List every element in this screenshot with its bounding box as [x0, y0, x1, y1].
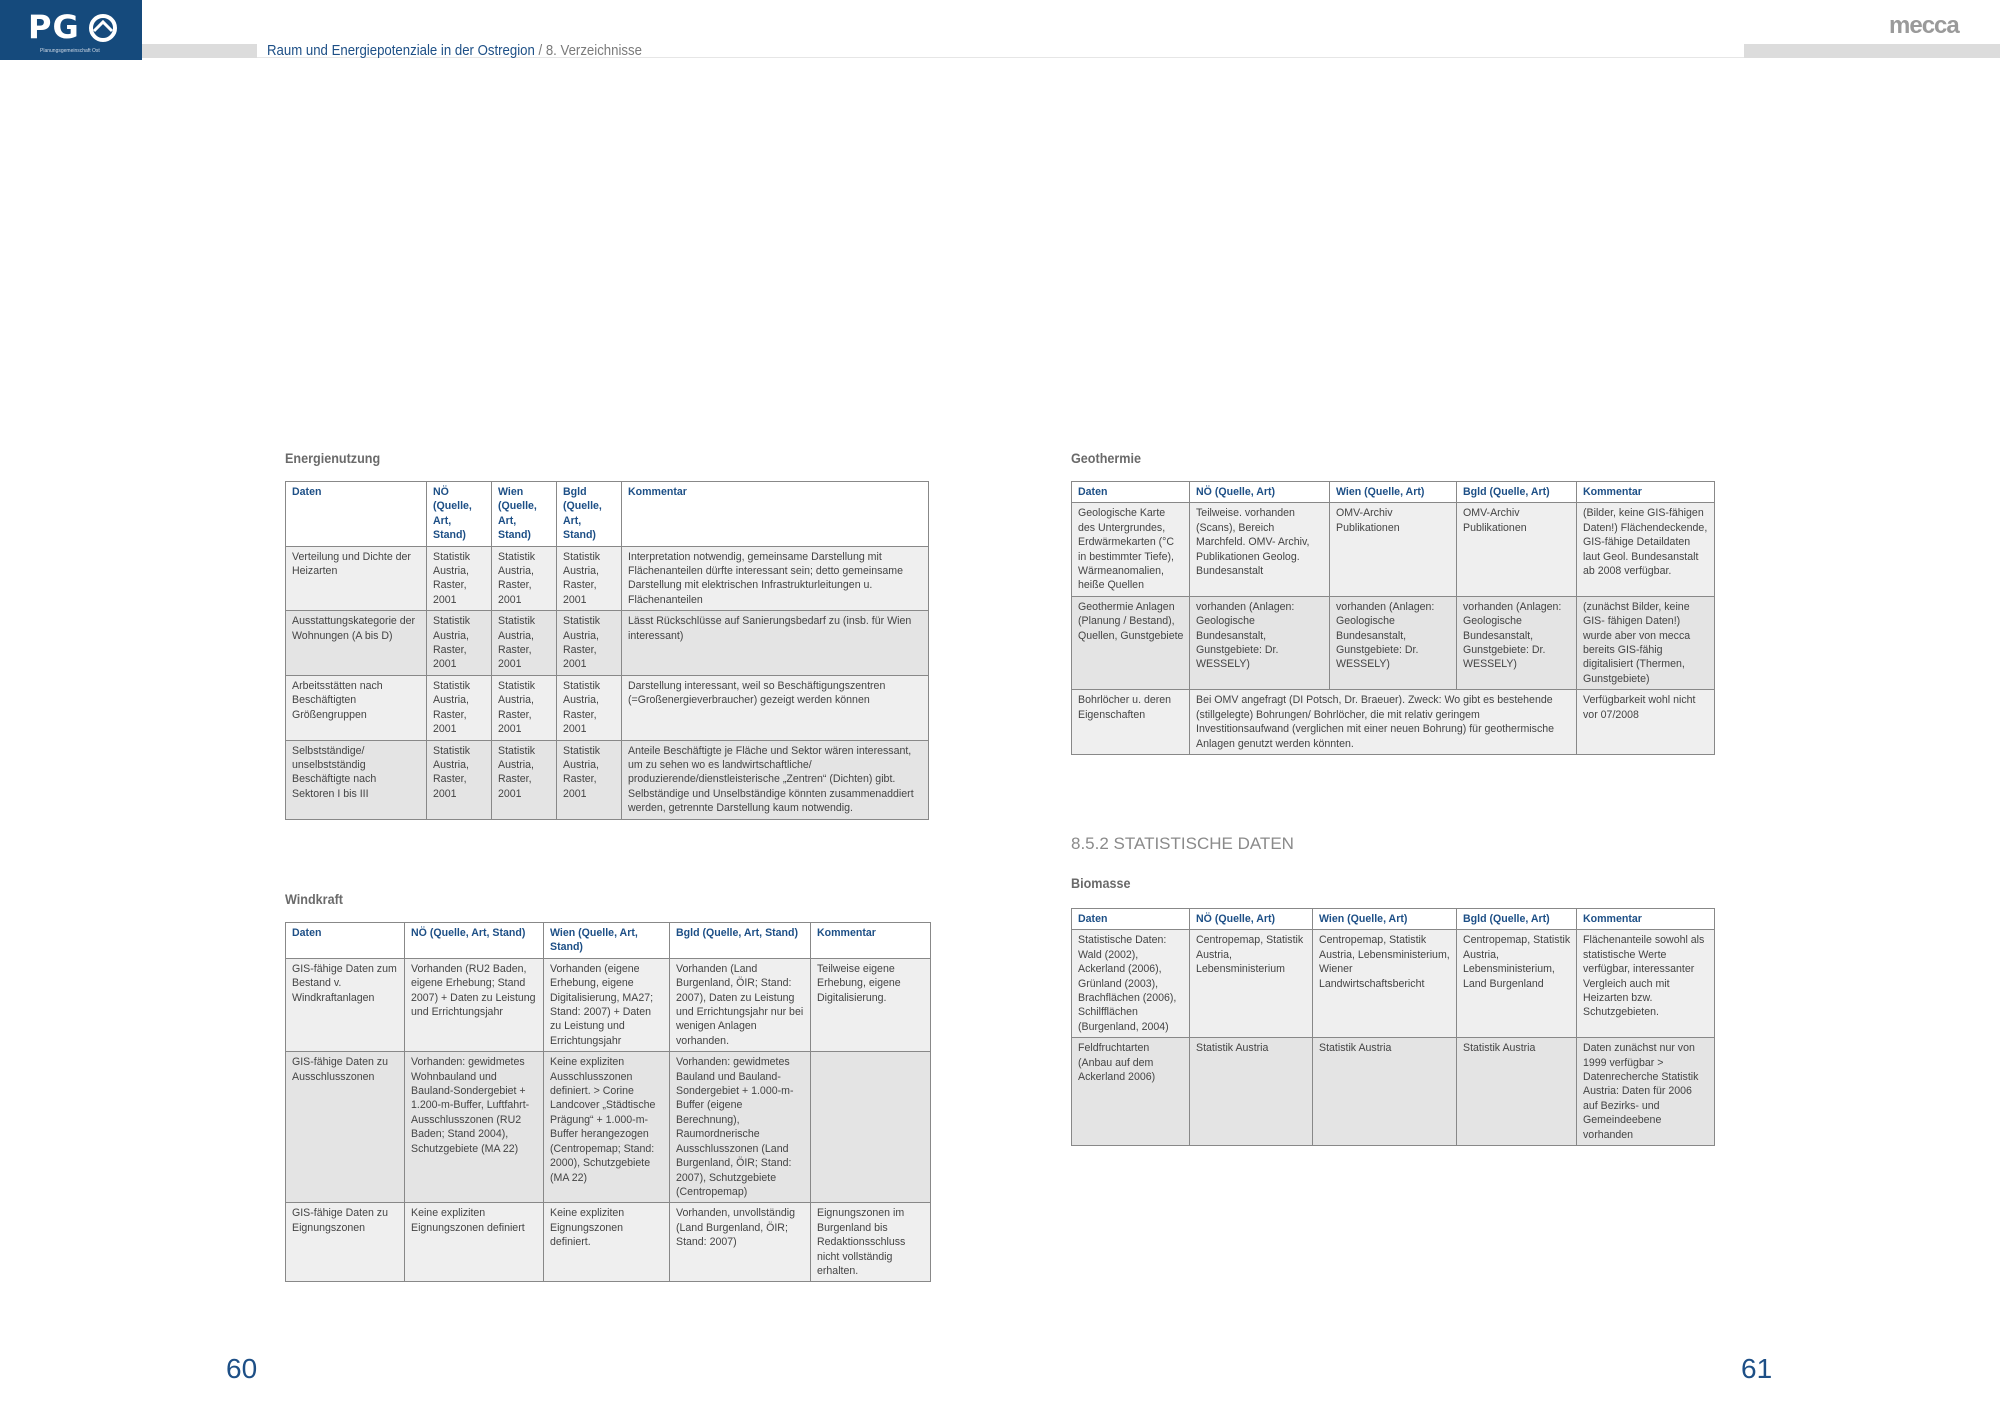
table-row [286, 1052, 931, 1203]
table-cell: Centropemap, Statistik Austria, Lebensministerium, Wiener Landwirtschaftsbericht [1313, 930, 1457, 1038]
column-header: Kommentar [622, 482, 929, 547]
table-header-row [1072, 909, 1715, 930]
page-number-left: 60 [226, 1353, 258, 1384]
page-number-right: 61 [1741, 1353, 1773, 1384]
table-cell: Feldfruchtarten (Anbau auf dem Ackerland 2006) [1072, 1038, 1190, 1146]
table-cell: (zunächst Bilder, keine GIS- fähigen Daten!) wurde aber von mecca bereits GIS-fähig digitalisiert (Thermen, Gunstgebiete) [1577, 596, 1715, 689]
table-cell: Statistik Austria, Raster, 2001 [427, 611, 492, 676]
table-cell: Statistik Austria [1190, 1038, 1313, 1146]
table-cell: Teilweise. vorhanden (Scans), Bereich Marchfeld. OMV- Archiv, Publikationen Geolog. Bundesanstalt [1190, 503, 1330, 596]
table-cell: Statistik Austria, Raster, 2001 [557, 740, 622, 819]
table-cell: Geologische Karte des Untergrundes, Erdwärmekarten (°C in bestimmter Tiefe), Wärmeanomalien, heiße Quellen [1072, 503, 1190, 596]
column-header: Daten [1072, 909, 1190, 930]
table-cell: Statistik Austria [1457, 1038, 1577, 1146]
table-cell: Eignungszonen im Burgenland bis Redaktionsschluss nicht vollständig erhalten. [811, 1203, 931, 1282]
table-cell: Flächenanteile sowohl als statistische Werte verfügbar, interessanter Vergleich auch mit Heizarten bzw. Schutzgebieten. [1577, 930, 1715, 1038]
table-cell: Ausstattungskategorie der Wohnungen (A bis D) [286, 611, 427, 676]
table-row [1072, 596, 1715, 689]
table-cell: Statistik Austria, Raster, 2001 [492, 740, 557, 819]
table-cell: Daten zunächst nur von 1999 verfügbar > Datenrecherche Statistik Austria: Daten für 2006 auf Bezirks- und Gemeindeebene vorhanden [1577, 1038, 1715, 1146]
table-cell: Keine expliziten Eignungszonen definiert [405, 1203, 544, 1282]
geothermie-title: Geothermie [1071, 450, 1142, 466]
table-row [286, 1203, 931, 1282]
column-header: Wien (Quelle, Art, Stand) [492, 482, 557, 547]
table-cell: vorhanden (Anlagen: Geologische Bundesanstalt, Gunstgebiete: Dr. WESSELY) [1190, 596, 1330, 689]
statistische-daten-heading: 8.5.2 STATISTISCHE DATEN [1071, 834, 1294, 853]
table-cell: vorhanden (Anlagen: Geologische Bundesanstalt, Gunstgebiete: Dr. WESSELY) [1457, 596, 1577, 689]
table-row [286, 611, 929, 676]
column-header: Kommentar [1577, 909, 1715, 930]
table-cell: Vorhanden: gewidmetes Bauland und Bauland-Sondergebiet + 1.000-m-Buffer (eigene Berechnung), Raumordnerische Ausschlusszonen (Land Burgenland, ÖIR; Stand: 2007), Schutzgebiete (Centropemap) [670, 1052, 811, 1203]
table-row [1072, 503, 1715, 596]
column-header: Bgld (Quelle, Art) [1457, 482, 1577, 503]
column-header: Daten [286, 482, 427, 547]
table-cell: Verteilung und Dichte der Heizarten [286, 546, 427, 611]
table-cell: Statistik Austria, Raster, 2001 [427, 546, 492, 611]
table-cell: (Bilder, keine GIS-fähigen Daten!) Flächendeckende, GIS-fähige Detaildaten laut Geol. Bundesanstalt ab 2008 verfügbar. [1577, 503, 1715, 596]
table-cell: GIS-fähige Daten zum Bestand v. Windkraftanlagen [286, 958, 405, 1051]
geothermie-table [1071, 481, 1715, 755]
column-header: Kommentar [1577, 482, 1715, 503]
table-cell: Darstellung interessant, weil so Beschäftigungszentren (=Großenergieverbraucher) gezeigt werden können [622, 675, 929, 740]
energienutzung-title: Energienutzung [285, 450, 381, 466]
header-title: Raum und Energiepotenziale in der Ostregion [267, 42, 535, 59]
table-cell: Vorhanden (Land Burgenland, ÖIR; Stand: 2007), Daten zu Leistung und Errichtungsjahr nur bei wenigen Anlagen vorhanden. [670, 958, 811, 1051]
table-cell [811, 1052, 931, 1203]
table-cell: Lässt Rückschlüsse auf Sanierungsbedarf zu (insb. für Wien interessant) [622, 611, 929, 676]
column-header: NÖ (Quelle, Art, Stand) [427, 482, 492, 547]
table-cell: OMV-Archiv Publikationen [1457, 503, 1577, 596]
table-cell: Statistische Daten: Wald (2002), Ackerland (2006), Grünland (2003), Brachflächen (2006), Schilfflächen (Burgenland, 2004) [1072, 930, 1190, 1038]
table-cell: Teilweise eigene Erhebung, eigene Digitalisierung. [811, 958, 931, 1051]
table-cell: OMV-Archiv Publikationen [1330, 503, 1457, 596]
column-header: NÖ (Quelle, Art) [1190, 482, 1330, 503]
table-row [286, 958, 931, 1051]
table-row [1072, 690, 1715, 755]
windkraft-title: Windkraft [285, 891, 343, 907]
table-cell: vorhanden (Anlagen: Geologische Bundesanstalt, Gunstgebiete: Dr. WESSELY) [1330, 596, 1457, 689]
table-header-row [1072, 482, 1715, 503]
header-bar-right [1744, 44, 2000, 58]
column-header: Bgld (Quelle, Art) [1457, 909, 1577, 930]
table-cell: Statistik Austria, Raster, 2001 [427, 675, 492, 740]
column-header: Bgld (Quelle, Art, Stand) [670, 923, 811, 959]
table-cell: GIS-fähige Daten zu Ausschlusszonen [286, 1052, 405, 1203]
windkraft-table [285, 922, 931, 1282]
table-cell: Interpretation notwendig, gemeinsame Darstellung mit Flächenanteilen dürfte interessant sein; detto gemeinsame Darstellung mit elektrischen Infrastrukturleitungen u. Flächenanteilen [622, 546, 929, 611]
column-header: NÖ (Quelle, Art) [1190, 909, 1313, 930]
table-cell: Vorhanden, unvollständig (Land Burgenland, ÖIR; Stand: 2007) [670, 1203, 811, 1282]
running-header [267, 42, 642, 59]
table-row [1072, 930, 1715, 1038]
column-header: Wien (Quelle, Art) [1313, 909, 1457, 930]
table-cell: Keine expliziten Ausschlusszonen definiert. > Corine Landcover „Städtische Prägung“ + 1.000-m-Buffer herangezogen (Centropemap; Stand: 2000), Schutzgebiete (MA 22) [544, 1052, 670, 1203]
table-cell: Anteile Beschäftigte je Fläche und Sektor wären interessant, um zu sehen wo es landwirtschaftliche/ produzierende/dienstleisterische „Zentren“ (Dichten) gibt. Selbständige und Unselbständige könnten zusammenaddiert werden, getrennte Darstellung kaum notwendig. [622, 740, 929, 819]
pgo-logo [0, 0, 142, 60]
table-cell: Selbstständige/ unselbstständig Beschäftigte nach Sektoren I bis III [286, 740, 427, 819]
energienutzung-table [285, 481, 929, 820]
biomasse-title: Biomasse [1071, 875, 1131, 891]
column-header: Wien (Quelle, Art, Stand) [544, 923, 670, 959]
table-cell: Statistik Austria, Raster, 2001 [492, 546, 557, 611]
table-cell: Verfügbarkeit wohl nicht vor 07/2008 [1577, 690, 1715, 755]
column-header: Daten [1072, 482, 1190, 503]
table-cell: Arbeitsstätten nach Beschäftigten Größengruppen [286, 675, 427, 740]
table-cell: Centropemap, Statistik Austria, Lebensministerium [1190, 930, 1313, 1038]
table-cell: Statistik Austria, Raster, 2001 [557, 546, 622, 611]
mecca-logo: mecca [1889, 12, 1959, 39]
table-header-row [286, 923, 931, 959]
table-cell: GIS-fähige Daten zu Eignungszonen [286, 1203, 405, 1282]
table-header-row [286, 482, 929, 547]
table-row [286, 546, 929, 611]
table-cell: Bohrlöcher u. deren Eigenschaften [1072, 690, 1190, 755]
header-subtitle: / 8. Verzeichnisse [534, 42, 642, 59]
table-cell: Centropemap, Statistik Austria, Lebensministerium, Land Burgenland [1457, 930, 1577, 1038]
table-cell: Geothermie Anlagen (Planung / Bestand), Quellen, Gunstgebiete [1072, 596, 1190, 689]
table-cell: Statistik Austria, Raster, 2001 [492, 611, 557, 676]
table-cell: Statistik Austria, Raster, 2001 [557, 675, 622, 740]
logo-subtext: Planungsgemeinschaft Ost [40, 48, 100, 54]
table-row [286, 675, 929, 740]
table-cell: Keine expliziten Eignungszonen definiert. [544, 1203, 670, 1282]
column-header: NÖ (Quelle, Art, Stand) [405, 923, 544, 959]
table-cell: Vorhanden (eigene Erhebung, eigene Digitalisierung, MA27; Stand: 2007) + Daten zu Leistung und Errichtungsjahr [544, 958, 670, 1051]
column-header: Kommentar [811, 923, 931, 959]
table-cell: Statistik Austria, Raster, 2001 [427, 740, 492, 819]
table-cell: Vorhanden (RU2 Baden, eigene Erhebung; Stand 2007) + Daten zu Leistung und Errichtungsjahr [405, 958, 544, 1051]
table-cell-merged: Bei OMV angefragt (DI Potsch, Dr. Braeuer). Zweck: Wo gibt es bestehende (stillgelegte) Bohrungen/ Bohrlöcher, die mit relativ geringem Investitionsaufwand (verglichen mit einer neuen Bohrung) für geothermische Anlagen genutzt werden könnten. [1190, 690, 1577, 755]
table-cell: Statistik Austria [1313, 1038, 1457, 1146]
logo-text: PG [28, 8, 80, 46]
table-cell: Vorhanden: gewidmetes Wohnbauland und Bauland-Sondergebiet + 1.200-m-Buffer, Luftfahrt-Ausschlusszonen (RU2 Baden; Stand 2004), Schutzgebiete (MA 22) [405, 1052, 544, 1203]
logo-o-icon [88, 13, 118, 43]
biomasse-table [1071, 908, 1715, 1146]
column-header: Wien (Quelle, Art) [1330, 482, 1457, 503]
table-cell: Statistik Austria, Raster, 2001 [557, 611, 622, 676]
header-bar-left [142, 44, 257, 58]
table-row [1072, 1038, 1715, 1146]
table-row [286, 740, 929, 819]
column-header: Daten [286, 923, 405, 959]
table-cell: Statistik Austria, Raster, 2001 [492, 675, 557, 740]
column-header: Bgld (Quelle, Art, Stand) [557, 482, 622, 547]
